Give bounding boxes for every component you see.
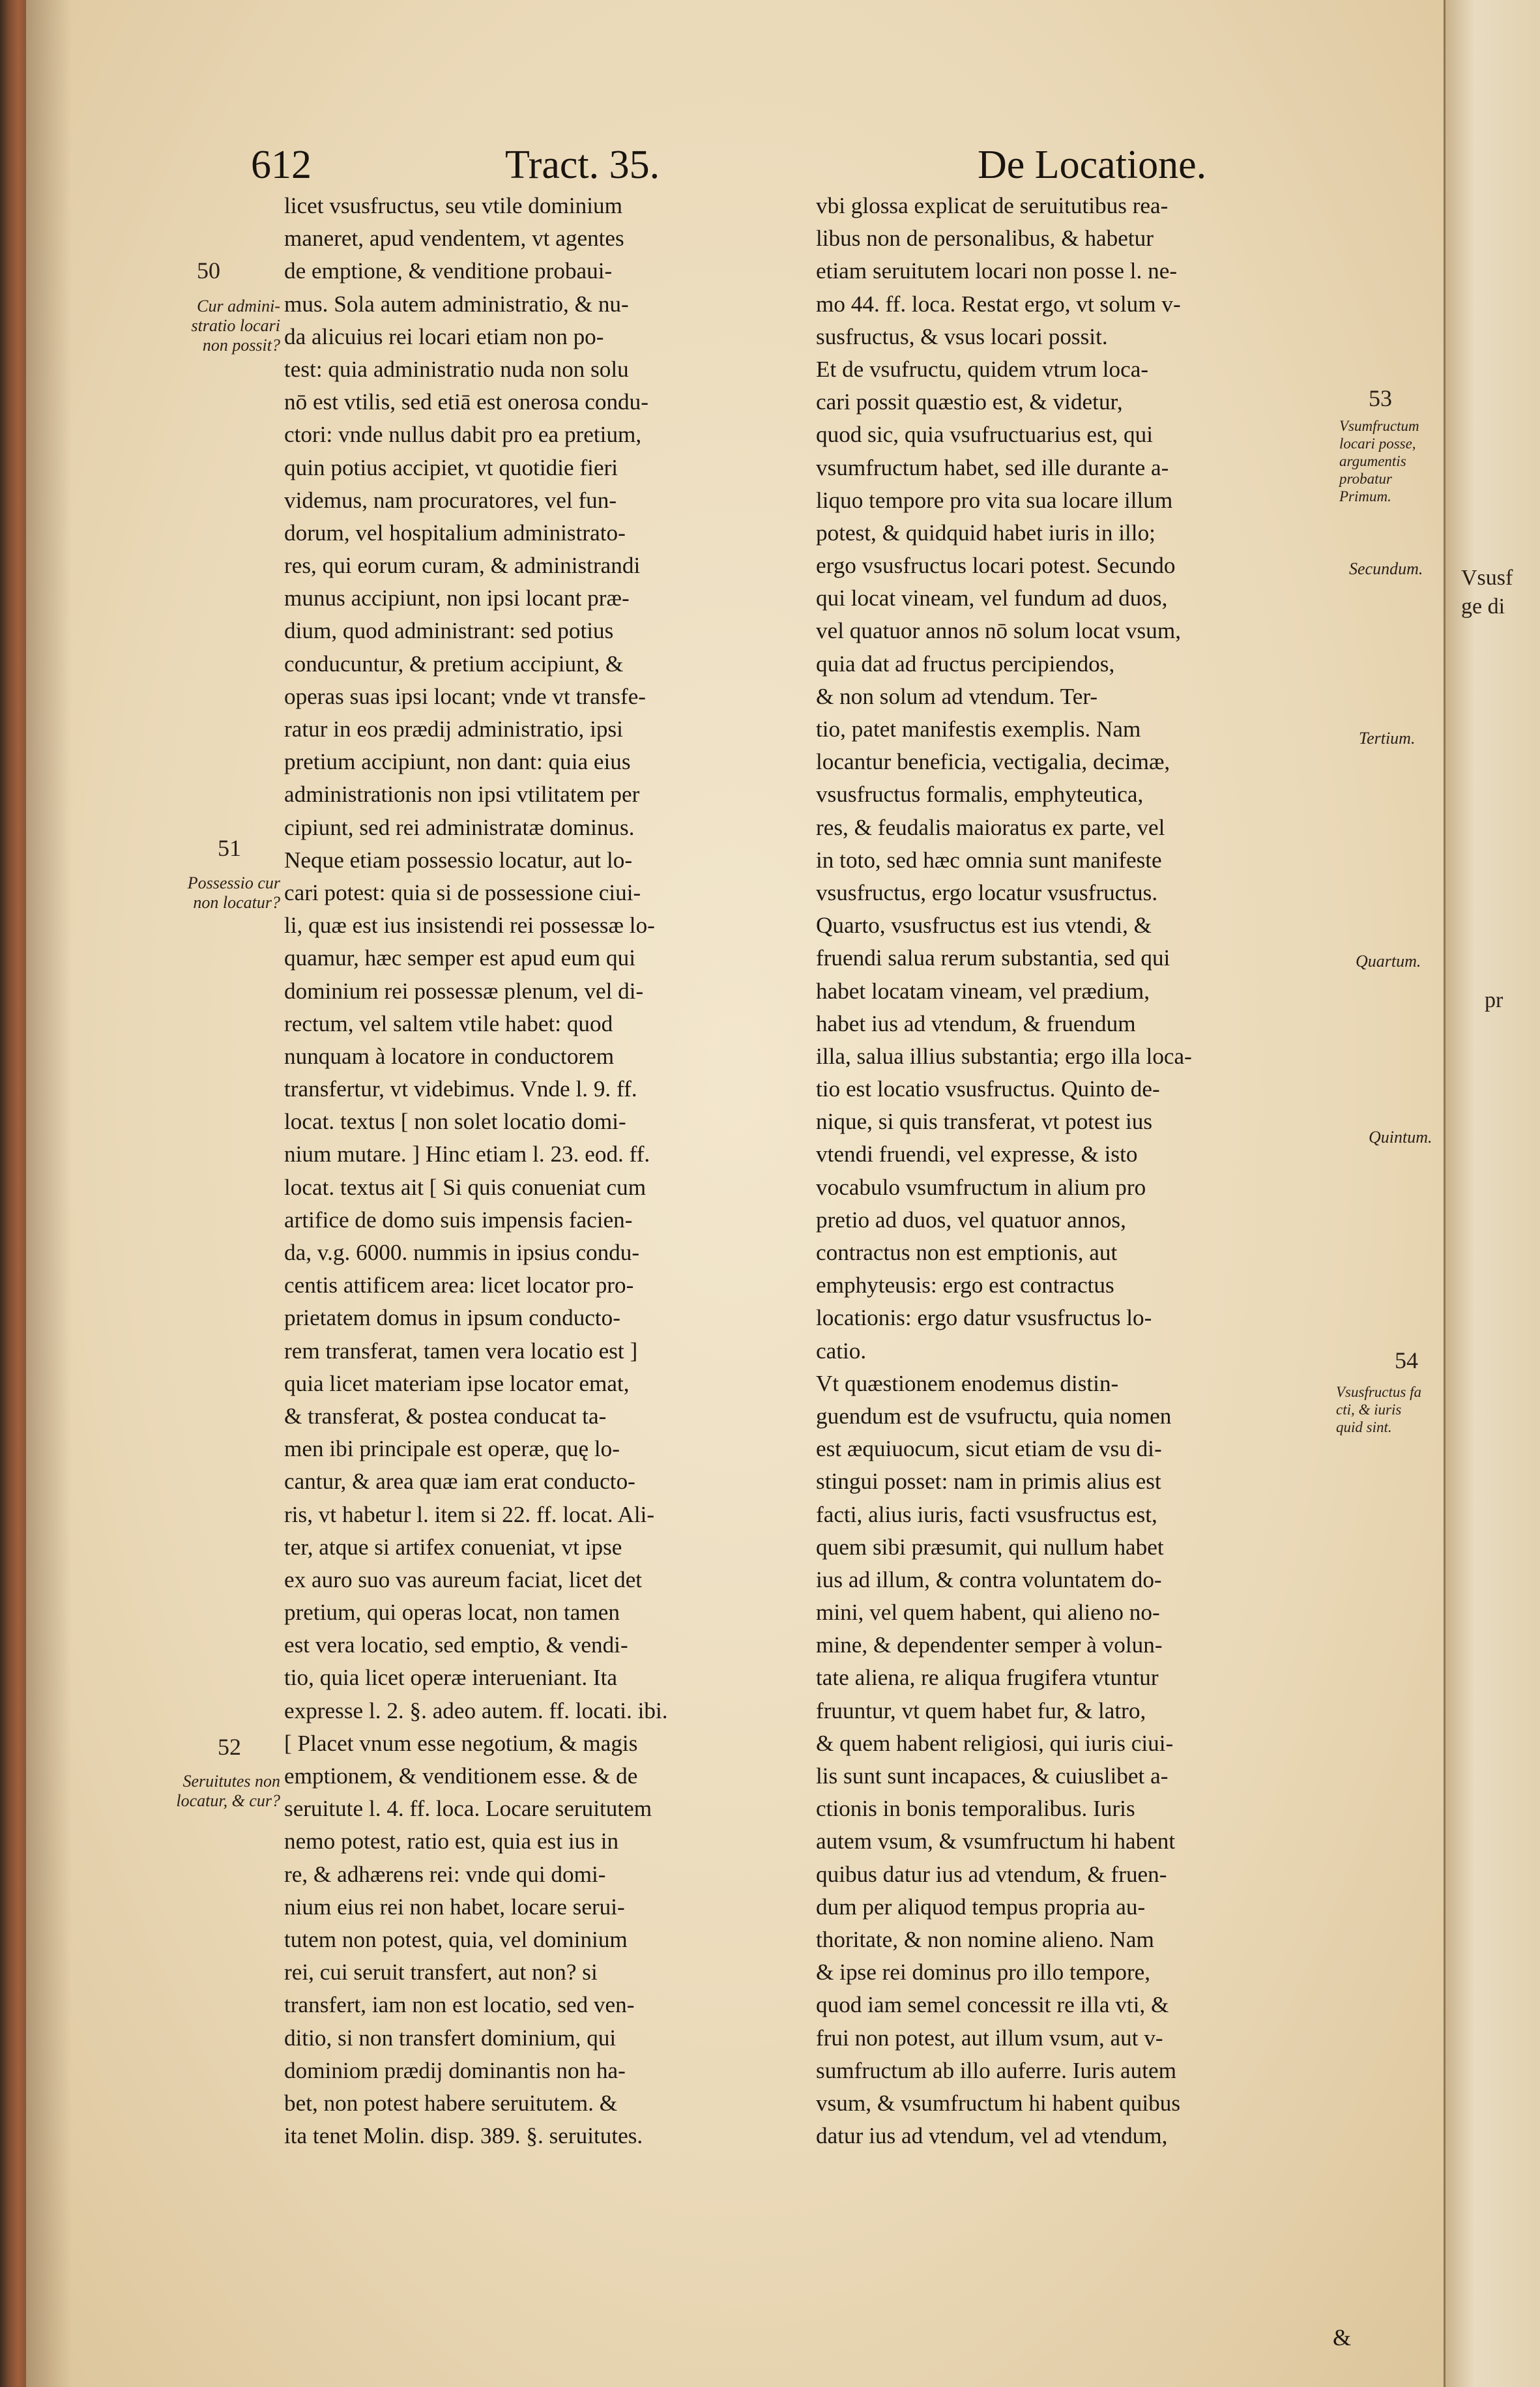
page-number: 612: [251, 143, 312, 187]
right-text-line: emphyteusis: ergo est contractus: [816, 1272, 1114, 1298]
left-text-line: [ Placet vnum esse negotium, & magis: [284, 1730, 638, 1756]
margin-number-51: 51: [218, 835, 241, 861]
left-text-line: nemo potest, ratio est, quia est ius in: [284, 1828, 619, 1854]
left-text-line: res, qui eorum curam, & administrandi: [284, 553, 641, 579]
right-text-line: illa, salua illius substantia; ergo illa loca-: [816, 1043, 1192, 1069]
right-text-line: stingui posset: nam in primis alius est: [816, 1469, 1161, 1495]
right-text-line: vsum, & vsumfructum hi habent quibus: [816, 2090, 1181, 2116]
left-text-line: li, quæ est ius insistendi rei possessæ lo-: [284, 913, 655, 939]
left-text-line: transfertur, vt videbimus. Vnde l. 9. ff.: [284, 1076, 637, 1102]
right-text-line: quem sibi præsumit, qui nullum habet: [816, 1534, 1164, 1560]
left-text-line: videmus, nam procuratores, vel fun-: [284, 487, 617, 513]
right-text-line: vsusfructus formalis, emphyteutica,: [816, 782, 1144, 808]
right-text-column: [816, 190, 1334, 2152]
right-text-line: fruuntur, vt quem habet fur, & latro,: [816, 1697, 1146, 1723]
left-text-line: locat. textus ait [ Si quis conueniat cum: [284, 1174, 647, 1200]
right-text-line: susfructus, & vsus locari possit.: [816, 323, 1108, 349]
margin-number-50: 50: [197, 257, 220, 284]
left-text-line: cari potest: quia si de possessione ciui-: [284, 879, 641, 905]
right-text-line: qui locat vineam, vel fundum ad duos,: [816, 585, 1168, 611]
left-text-line: dominium rei possessæ plenum, vel di-: [284, 978, 644, 1004]
right-text-line: Et de vsufructu, quidem vtrum loca-: [816, 356, 1149, 382]
right-text-line: quod iam semel concessit re illa vti, &: [816, 1992, 1169, 2018]
margin-note-quintum: Quintum.: [1369, 1128, 1432, 1147]
left-text-line: da alicuius rei locari etiam non po-: [284, 323, 604, 349]
right-text-line: contractus non est emptionis, aut: [816, 1240, 1118, 1265]
left-text-line: & transferat, & postea conducat ta-: [284, 1403, 607, 1429]
right-text-line: fruendi salua rerum substantia, sed qui: [816, 945, 1170, 971]
right-text-line: facti, alius iuris, facti vsusfructus est,: [816, 1501, 1157, 1527]
right-text-line: nique, si quis transferat, vt potest ius: [816, 1109, 1153, 1135]
left-text-line: centis attificem area: licet locator pro-: [284, 1272, 634, 1298]
right-text-line: vocabulo vsumfructum in alium pro: [816, 1174, 1146, 1200]
left-text-line: ter, atque si artifex conueniat, vt ipse: [284, 1534, 622, 1560]
left-text-line: licet vsusfructus, seu vtile dominium: [284, 193, 622, 218]
running-head: [251, 142, 1398, 188]
right-text-line: mini, vel quem habent, qui alieno no-: [816, 1600, 1160, 1626]
margin-number-53: 53: [1369, 385, 1392, 411]
left-text-line: emptionem, & venditionem esse. & de: [284, 1763, 638, 1789]
catchword: &: [1333, 2324, 1352, 2350]
left-text-line: rem transferat, tamen vera locatio est ]: [284, 1338, 638, 1364]
left-text-line: nium mutare. ] Hinc etiam l. 23. eod. ff.: [284, 1141, 650, 1167]
left-text-line: cantur, & area quæ iam erat conducto-: [284, 1469, 635, 1495]
right-text-line: & ipse rei dominus pro illo tempore,: [816, 1959, 1151, 1985]
right-text-line: frui non potest, aut illum vsum, aut v-: [816, 2025, 1163, 2051]
left-text-line: nunquam à locatore in conductorem: [284, 1043, 615, 1069]
left-text-line: tio, quia licet operæ interueniant. Ita: [284, 1665, 618, 1691]
right-text-line: ctionis in bonis temporalibus. Iuris: [816, 1796, 1135, 1822]
right-text-line: liquo tempore pro vita sua locare illum: [816, 487, 1173, 513]
left-text-line: ex auro suo vas aureum faciat, licet det: [284, 1566, 643, 1592]
right-text-line: est æquiuocum, sicut etiam de vsu di-: [816, 1436, 1162, 1462]
margin-note-vsumfructum: Vsumfructum locari posse, argumentis probatur Primum.: [1339, 418, 1419, 505]
right-text-line: vel quatuor annos nō solum locat vsum,: [816, 618, 1181, 644]
left-text-line: rectum, vel saltem vtile habet: quod: [284, 1010, 613, 1036]
right-text-line: datur ius ad vtendum, vel ad vtendum,: [816, 2123, 1168, 2149]
right-text-line: ius ad illum, & contra voluntatem do-: [816, 1566, 1162, 1592]
right-text-line: ergo vsusfructus locari potest. Secundo: [816, 553, 1176, 579]
right-text-line: catio.: [816, 1338, 867, 1364]
left-text-line: de emptione, & venditione probaui-: [284, 258, 613, 284]
right-text-line: libus non de personalibus, & habetur: [816, 226, 1154, 252]
right-text-line: tio, patet manifestis exemplis. Nam: [816, 716, 1141, 742]
gutter-shadow: [26, 0, 72, 2387]
facing-page-fragment: ge di: [1461, 594, 1505, 619]
right-text-line: potest, & quidquid habet iuris in illo;: [816, 520, 1155, 546]
left-text-line: dium, quod administrant: sed potius: [284, 618, 614, 644]
right-text-line: vbi glossa explicat de seruitutibus rea-: [816, 193, 1169, 218]
margin-number-54: 54: [1395, 1347, 1418, 1373]
right-text-line: Quarto, vsusfructus est ius vtendi, &: [816, 913, 1152, 939]
left-text-line: conducuntur, & pretium accipiunt, &: [284, 651, 624, 677]
left-text-line: ris, vt habetur l. item si 22. ff. locat. Ali-: [284, 1501, 655, 1527]
margin-note-possessio: Possessio cur non locatur?: [187, 873, 280, 912]
facing-page-edge: [1444, 0, 1540, 2387]
right-text-line: locantur beneficia, vectigalia, decimæ,: [816, 749, 1170, 775]
right-text-line: cari possit quæstio est, & videtur,: [816, 389, 1123, 415]
right-text-line: quibus datur ius ad vtendum, & fruen-: [816, 1861, 1167, 1887]
left-text-line: seruitute l. 4. ff. loca. Locare seruitutem: [284, 1796, 652, 1822]
right-text-line: locationis: ergo datur vsusfructus lo-: [816, 1305, 1152, 1331]
tractatus-label: Tract. 35.: [505, 143, 660, 187]
left-text-line: quamur, hæc semper est apud eum qui: [284, 945, 635, 971]
margin-note-seruitutes: Seruitutes non locatur, & cur?: [176, 1772, 280, 1810]
left-text-line: est vera locatio, sed emptio, & vendi-: [284, 1632, 628, 1658]
right-text-line: habet locatam vineam, vel prædium,: [816, 978, 1150, 1004]
margin-note-quartum: Quartum.: [1356, 952, 1421, 971]
left-text-line: ratur in eos prædij administratio, ipsi: [284, 716, 623, 742]
book-edge: [0, 0, 26, 2387]
right-text-line: pretio ad duos, vel quatuor annos,: [816, 1207, 1126, 1233]
right-text-line: guendum est de vsufructu, quia nomen: [816, 1403, 1172, 1429]
margin-note-vsusfructus-facti: Vsusfructus fa cti, & iuris quid sint.: [1336, 1384, 1421, 1435]
right-text-line: thoritate, & non nomine alieno. Nam: [816, 1926, 1154, 1952]
right-text-line: & non solum ad vtendum. Ter-: [816, 683, 1098, 709]
left-text-line: tutem non potest, quia, vel dominium: [284, 1926, 628, 1952]
right-text-line: in toto, sed hæc omnia sunt manifeste: [816, 847, 1162, 873]
left-text-column: [284, 190, 802, 2152]
left-text-line: Neque etiam possessio locatur, aut lo-: [284, 847, 633, 873]
left-text-line: re, & adhærens rei: vnde qui domi-: [284, 1861, 606, 1887]
right-text-line: mine, & dependenter semper à volun-: [816, 1632, 1163, 1658]
left-text-line: men ibi principale est operæ, quę lo-: [284, 1436, 620, 1462]
left-text-line: quia licet materiam ipse locator emat,: [284, 1370, 630, 1396]
facing-page-fragment: pr: [1485, 988, 1504, 1012]
left-text-line: maneret, apud vendentem, vt agentes: [284, 226, 624, 252]
right-text-line: vsusfructus, ergo locatur vsusfructus.: [816, 879, 1158, 905]
right-text-line: res, & feudalis maioratus ex parte, vel: [816, 814, 1165, 840]
margin-note-secundum: Secundum.: [1349, 559, 1423, 578]
right-text-line: vsumfructum habet, sed ille durante a-: [816, 454, 1169, 480]
left-text-line: bet, non potest habere seruitutem. &: [284, 2090, 618, 2116]
margin-note-administratio: Cur admini- stratio locari non possit?: [191, 297, 280, 355]
right-text-line: Vt quæstionem enodemus distin-: [816, 1370, 1119, 1396]
left-text-line: da, v.g. 6000. nummis in ipsius condu-: [284, 1240, 640, 1265]
left-text-line: nō est vtilis, sed etiā est onerosa condu-: [284, 389, 648, 415]
book-page: [26, 0, 1444, 2387]
left-text-line: pretium, qui operas locat, non tamen: [284, 1600, 620, 1626]
left-text-line: nium eius rei non habet, locare serui-: [284, 1894, 625, 1920]
left-text-line: test: quia administratio nuda non solu: [284, 356, 629, 382]
left-text-line: transfert, iam non est locatio, sed ven-: [284, 1992, 635, 2018]
left-text-line: expresse l. 2. §. adeo autem. ff. locati. ibi.: [284, 1697, 668, 1723]
left-text-line: ctori: vnde nullus dabit pro ea pretium,: [284, 422, 642, 448]
right-text-line: sumfructum ab illo auferre. Iuris autem: [816, 2057, 1177, 2083]
left-text-line: rei, cui seruit transfert, aut non? si: [284, 1959, 598, 1985]
margin-note-tertium: Tertium.: [1359, 729, 1416, 748]
left-text-line: quin potius accipiet, vt quotidie fieri: [284, 454, 618, 480]
right-text-line: etiam seruitutem locari non posse l. ne-: [816, 258, 1178, 284]
left-text-line: administrationis non ipsi vtilitatem per: [284, 782, 640, 808]
right-text-line: mo 44. ff. loca. Restat ergo, vt solum v-: [816, 291, 1181, 317]
right-text-line: & quem habent religiosi, qui iuris ciui-: [816, 1730, 1174, 1756]
left-text-line: pretium accipiunt, non dant: quia eius: [284, 749, 631, 775]
margin-number-52: 52: [218, 1734, 241, 1760]
left-text-line: locat. textus [ non solet locatio domi-: [284, 1109, 626, 1135]
right-text-line: autem vsum, & vsumfructum hi habent: [816, 1828, 1176, 1854]
right-text-line: quia dat ad fructus percipiendos,: [816, 651, 1115, 677]
right-text-line: quod sic, quia vsufructuarius est, qui: [816, 422, 1153, 448]
right-text-line: vtendi fruendi, vel expresse, & isto: [816, 1141, 1138, 1167]
left-text-line: cipiunt, sed rei administratæ dominus.: [284, 814, 635, 840]
page-title: De Locatione.: [978, 143, 1207, 187]
left-text-line: artifice de domo suis impensis facien-: [284, 1207, 633, 1233]
right-text-line: tio est locatio vsusfructus. Quinto de-: [816, 1076, 1160, 1102]
right-text-line: lis sunt sunt incapaces, & cuiuslibet a-: [816, 1763, 1169, 1789]
right-text-line: habet ius ad vtendum, & fruendum: [816, 1010, 1136, 1036]
left-text-line: operas suas ipsi locant; vnde vt transfe-: [284, 683, 647, 709]
facing-page-fragment: Vsusf: [1461, 566, 1513, 590]
left-text-line: mus. Sola autem administratio, & nu-: [284, 291, 629, 317]
right-text-line: tate aliena, re aliqua frugifera vtuntur: [816, 1665, 1159, 1691]
left-text-line: ditio, si non transfert dominium, qui: [284, 2025, 617, 2051]
left-text-line: dorum, vel hospitalium administrato-: [284, 520, 626, 546]
right-text-line: dum per aliquod tempus propria au-: [816, 1894, 1146, 1920]
left-text-line: ita tenet Molin. disp. 389. §. seruitutes.: [284, 2123, 643, 2149]
left-text-line: prietatem domus in ipsum conducto-: [284, 1305, 620, 1331]
left-text-line: munus accipiunt, non ipsi locant præ-: [284, 585, 630, 611]
left-text-line: dominiom prædij dominantis non ha-: [284, 2057, 626, 2083]
